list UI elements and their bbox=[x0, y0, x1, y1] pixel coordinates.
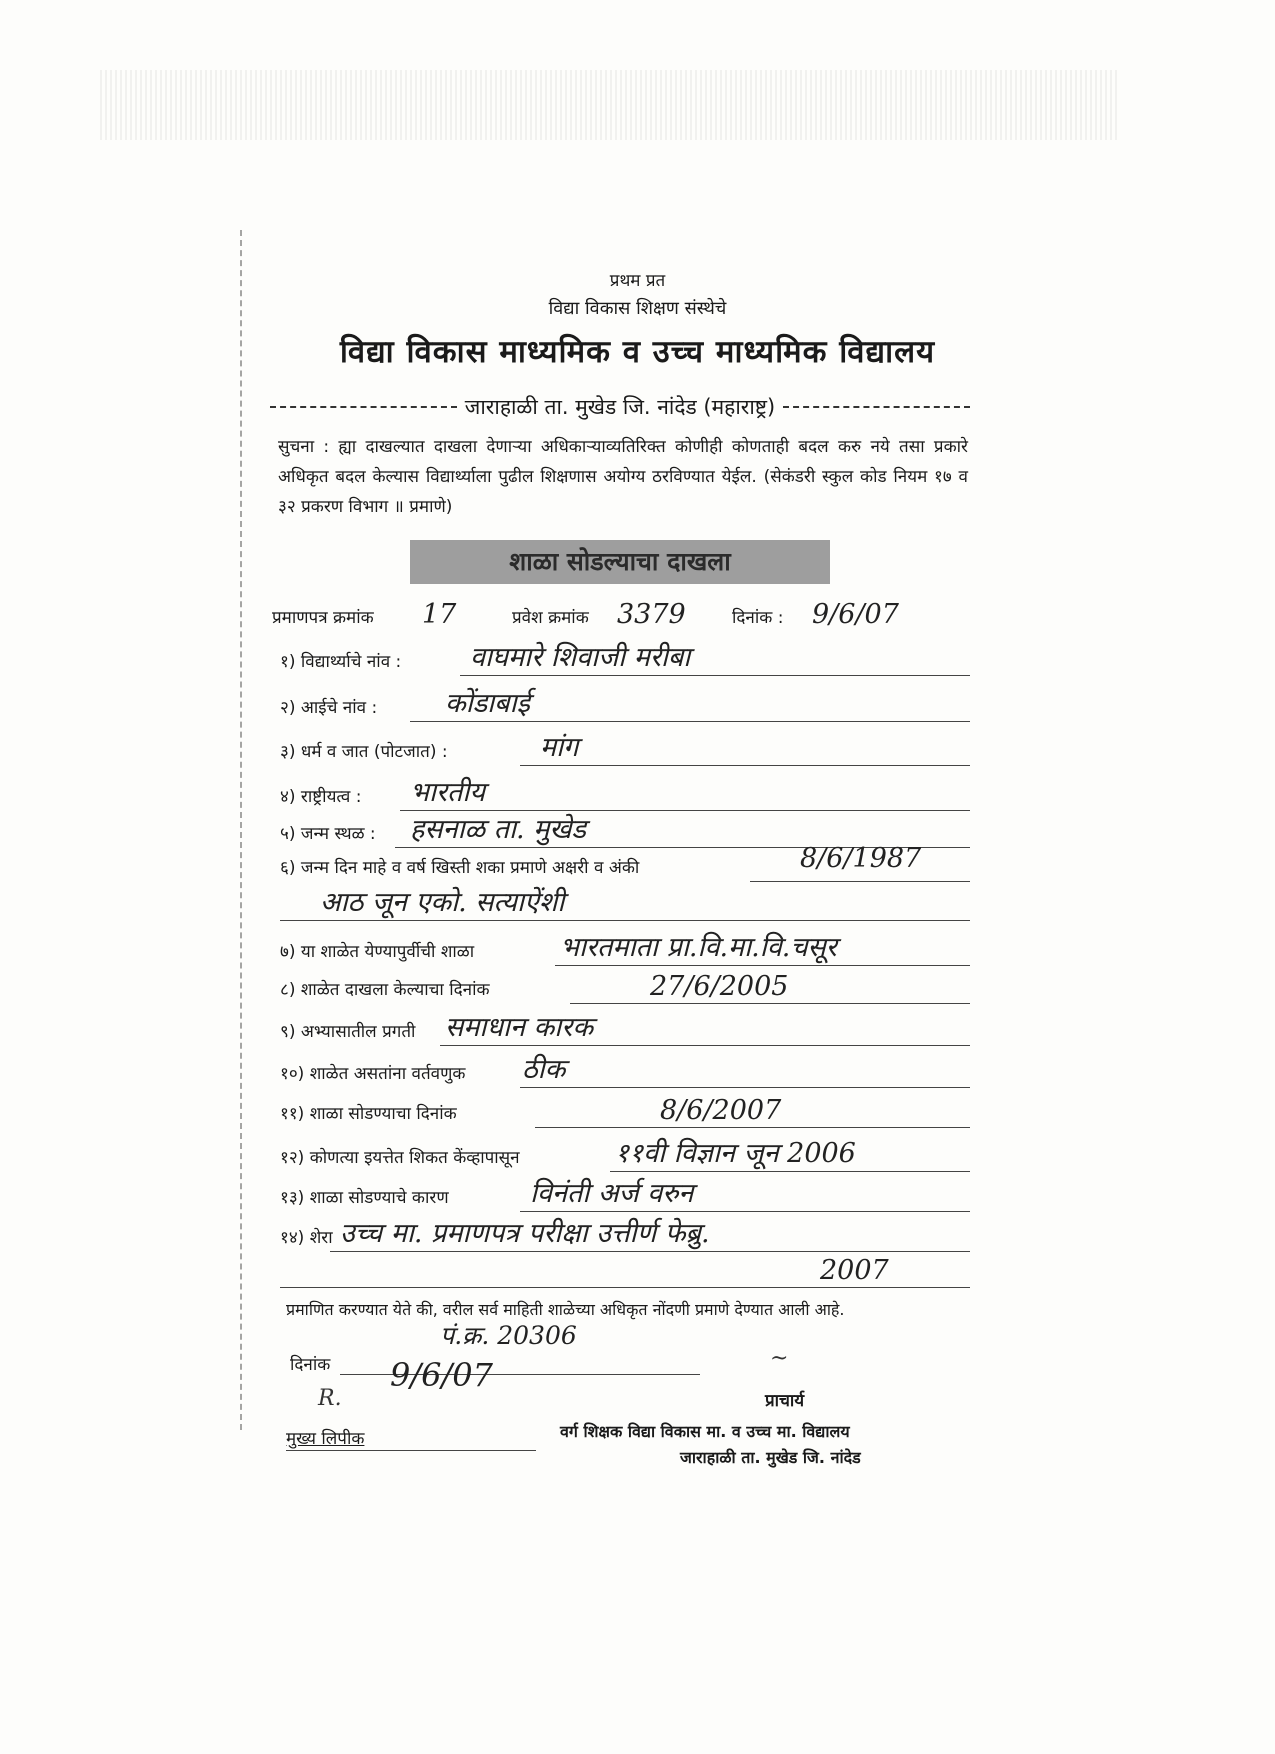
field-nationality bbox=[280, 775, 970, 811]
certificate-title: शाळा सोडल्याचा दाखला bbox=[410, 540, 830, 584]
field-label: ८) शाळेत दाखला केल्याचा दिनांक bbox=[280, 980, 490, 1000]
certificate-meta bbox=[272, 592, 972, 632]
field-leaving-reason bbox=[280, 1176, 970, 1212]
field-class-since bbox=[280, 1136, 970, 1172]
field-value: ठीक bbox=[522, 1054, 566, 1085]
field-previous-school bbox=[280, 930, 970, 966]
footer-date-label: दिनांक bbox=[290, 1355, 331, 1375]
cert-no-value: 17 bbox=[422, 599, 457, 630]
field-mother-name bbox=[280, 686, 970, 722]
field-label: ६) जन्म दिन माहे व वर्ष खिस्ती शका प्रमाणे अक्षरी व अंकी bbox=[280, 858, 640, 878]
field-label: १) विद्यार्थ्याचे नांव : bbox=[280, 652, 402, 672]
register-number: पं.क्र. 20306 bbox=[440, 1321, 577, 1350]
field-label: ४) राष्ट्रीयत्व : bbox=[280, 787, 362, 807]
notice-text: सुचना : ह्या दाखल्यात दाखला देणाऱ्या अधिकाऱ्याव्यतिरिक्त कोणीही कोणताही बदल करु नये तसा प्रकारे अधिकृत बदल केल्यास विद्यार्थ्याला पुढील शिक्षणास अयोग्य ठरविण्यात येईल. (सेकंडरी स्कुल कोड नियम १७ व ३२ प्रकरण विभाग ॥ प्रमाणे) bbox=[278, 437, 968, 517]
field-value: 27/6/2005 bbox=[650, 971, 789, 1002]
school-stamp-line1: वर्ग शिक्षक विद्या विकास मा. व उच्च मा. विद्यालय bbox=[560, 1422, 850, 1441]
school-name: विद्या विकास माध्यमिक व उच्च माध्यमिक विद्यालय bbox=[339, 334, 936, 370]
field-value: उच्च मा. प्रमाणपत्र परीक्षा उत्तीर्ण फेब्रु. bbox=[340, 1218, 710, 1249]
field-birth-date-words bbox=[280, 885, 970, 921]
school-stamp-line2: जाराहाळी ता. मुखेड जि. नांदेड bbox=[680, 1448, 861, 1467]
field-label: १४) शेरा bbox=[280, 1228, 333, 1248]
field-admission-date bbox=[280, 968, 970, 1004]
field-value: हसनाळ ता. मुखेड bbox=[410, 814, 586, 845]
field-label: ११) शाळा सोडण्याचा दिनांक bbox=[280, 1104, 457, 1124]
field-remarks bbox=[280, 1216, 970, 1252]
field-label: ५) जन्म स्थळ : bbox=[280, 824, 376, 844]
society-name: विद्या विकास शिक्षण संस्थेचे bbox=[548, 298, 727, 319]
field-value: भारतीय bbox=[410, 777, 486, 808]
field-value: भारतमाता प्रा.वि.मा.वि.चसूर bbox=[560, 932, 837, 963]
field-value: 8/6/1987 bbox=[800, 843, 922, 874]
school-address: जाराहाळी ता. मुखेड जि. नांदेड (महाराष्ट्र) bbox=[464, 395, 776, 419]
field-value: कोंडाबाई bbox=[445, 688, 530, 719]
field-label: २) आईचे नांव : bbox=[280, 698, 378, 718]
field-label: १०) शाळेत असतांना वर्तवणुक bbox=[280, 1064, 466, 1084]
admission-label: प्रवेश क्रमांक bbox=[512, 608, 589, 628]
field-label: ९) अभ्यासातील प्रगती bbox=[280, 1022, 416, 1042]
cert-no-label: प्रमाणपत्र क्रमांक bbox=[272, 608, 374, 628]
field-conduct bbox=[280, 1052, 970, 1088]
field-progress bbox=[280, 1010, 970, 1046]
date-value: 9/6/07 bbox=[812, 599, 899, 630]
field-label: १३) शाळा सोडण्याचे कारण bbox=[280, 1188, 449, 1208]
principal-signature: ~ bbox=[770, 1346, 789, 1371]
field-value: 8/6/2007 bbox=[660, 1095, 782, 1126]
scan-smudge bbox=[100, 70, 1120, 140]
field-label: ३) धर्म व जात (पोटजात) : bbox=[280, 742, 448, 762]
field-value: विनंती अर्ज वरुन bbox=[530, 1178, 694, 1209]
admission-value: 3379 bbox=[617, 599, 686, 630]
clerk-signature: R. bbox=[318, 1386, 342, 1411]
field-birth-date bbox=[280, 843, 970, 882]
field-leaving-date bbox=[280, 1092, 970, 1128]
field-label: ७) या शाळेत येण्यापुर्वीची शाळा bbox=[280, 942, 475, 962]
field-value: मांग bbox=[540, 732, 579, 763]
field-student-name bbox=[280, 640, 970, 676]
field-religion-caste bbox=[280, 730, 970, 766]
footer-date-value: 9/6/07 bbox=[390, 1356, 493, 1394]
page-border bbox=[240, 230, 242, 1430]
field-value: समाधान कारक bbox=[445, 1012, 594, 1043]
field-value: आठ जून एको. सत्याऐंशी bbox=[320, 887, 565, 918]
date-label: दिनांक : bbox=[732, 608, 784, 628]
field-label: १२) कोणत्या इयत्तेत शिकत केंव्हापासून bbox=[280, 1148, 520, 1168]
certification-statement: प्रमाणित करण्यात येते की, वरील सर्व माहिती शाळेच्या अधिकृत नोंदणी प्रमाणे देण्यात आली आहे. bbox=[286, 1300, 845, 1319]
principal-label: प्राचार्य bbox=[765, 1391, 805, 1411]
field-value: वाघमारे शिवाजी मरीबा bbox=[470, 642, 691, 673]
copy-label: प्रथम प्रत bbox=[609, 271, 666, 291]
field-remarks-cont bbox=[280, 1252, 970, 1288]
field-value: ११वी विज्ञान जून 2006 bbox=[615, 1138, 856, 1169]
field-value: 2007 bbox=[820, 1255, 889, 1286]
clerk-label: मुख्य लिपीक bbox=[286, 1429, 365, 1449]
address-row bbox=[270, 392, 970, 422]
